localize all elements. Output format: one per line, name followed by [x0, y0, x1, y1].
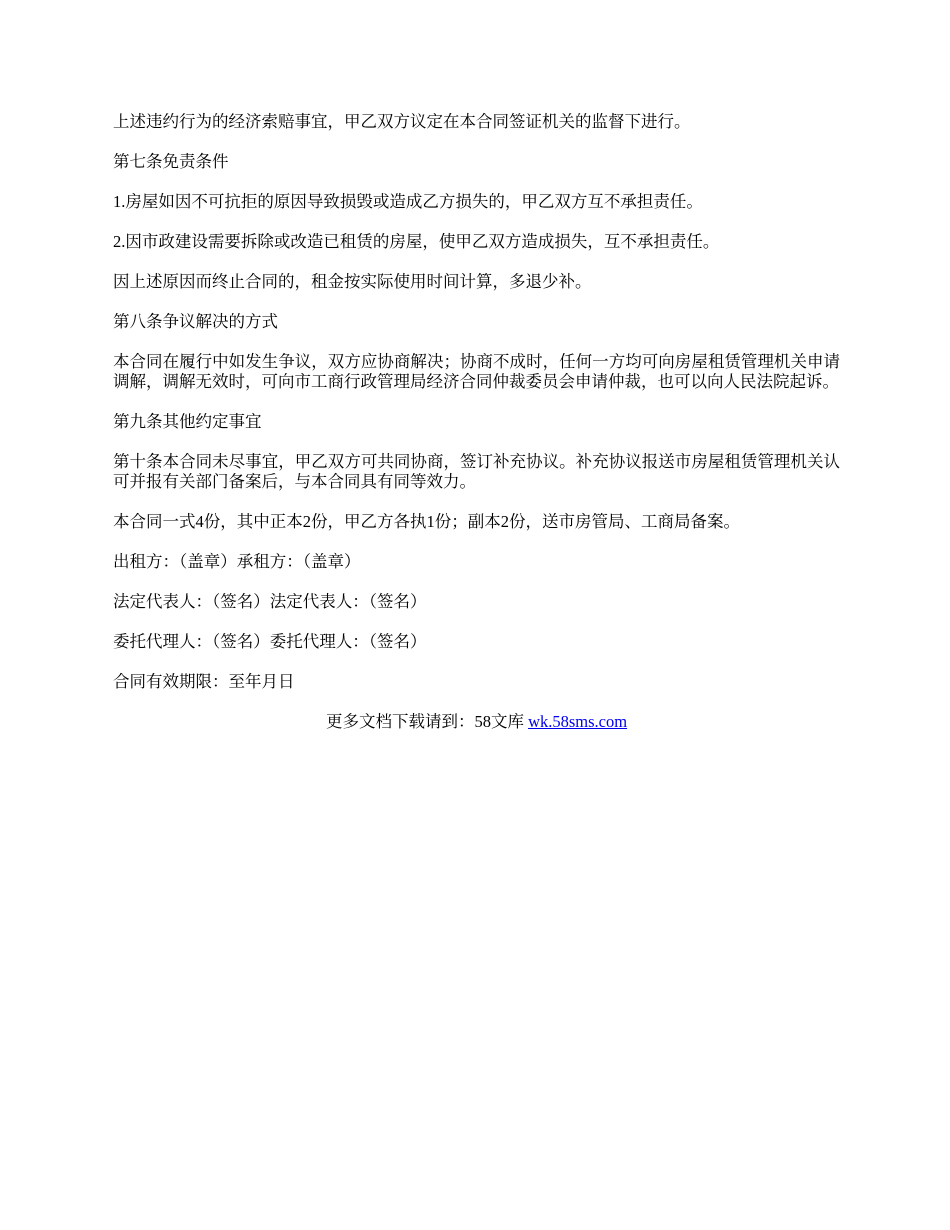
- download-footer: [113, 712, 840, 732]
- heading-article-8: 第八条争议解决的方式: [113, 312, 278, 331]
- paragraph-termination-rent: 因上述原因而终止合同的，租金按实际使用时间计算，多退少补。: [113, 272, 592, 291]
- paragraph-exemption-1: 1.房屋如因不可抗拒的原因导致损毁或造成乙方损失的，甲乙双方互不承担责任。: [113, 192, 703, 211]
- paragraph-article-10: 第十条本合同未尽事宜，甲乙双方可共同协商，签订补充协议。补充协议报送市房屋租赁管理机关认可并报有关部门备案后，与本合同具有同等效力。: [113, 452, 840, 491]
- heading-article-7: 第七条免责条件: [113, 152, 229, 171]
- paragraph-dispute-resolution: 本合同在履行中如发生争议，双方应协商解决；协商不成时，任何一方均可向房屋租赁管理机关申请调解，调解无效时，可向市工商行政管理局经济合同仲裁委员会申请仲裁，也可以向人民法院起诉。: [113, 352, 840, 391]
- paragraph-copies: 本合同一式4份，其中正本2份，甲乙方各执1份；副本2份，送市房管局、工商局备案。: [113, 512, 740, 531]
- paragraph-exemption-2: 2.因市政建设需要拆除或改造已租赁的房屋，使甲乙双方造成损失，互不承担责任。: [113, 232, 720, 251]
- paragraph-violation-claims: 上述违约行为的经济索赔事宜，甲乙双方议定在本合同签证机关的监督下进行。: [113, 112, 691, 131]
- footer-link[interactable]: wk.58sms.com: [528, 712, 628, 731]
- signature-line-legal-rep: 法定代表人：（签名）法定代表人：（签名）: [113, 592, 427, 611]
- heading-article-9: 第九条其他约定事宜: [113, 412, 262, 431]
- document-page: [113, 112, 840, 732]
- paragraph-validity-period: 合同有效期限：至年月日: [113, 672, 295, 691]
- footer-text: 更多文档下载请到：58文库: [325, 712, 529, 731]
- signature-line-agent: 委托代理人：（签名）委托代理人：（签名）: [113, 632, 427, 651]
- signature-line-seal: 出租方：（盖章）承租方：（盖章）: [113, 552, 361, 571]
